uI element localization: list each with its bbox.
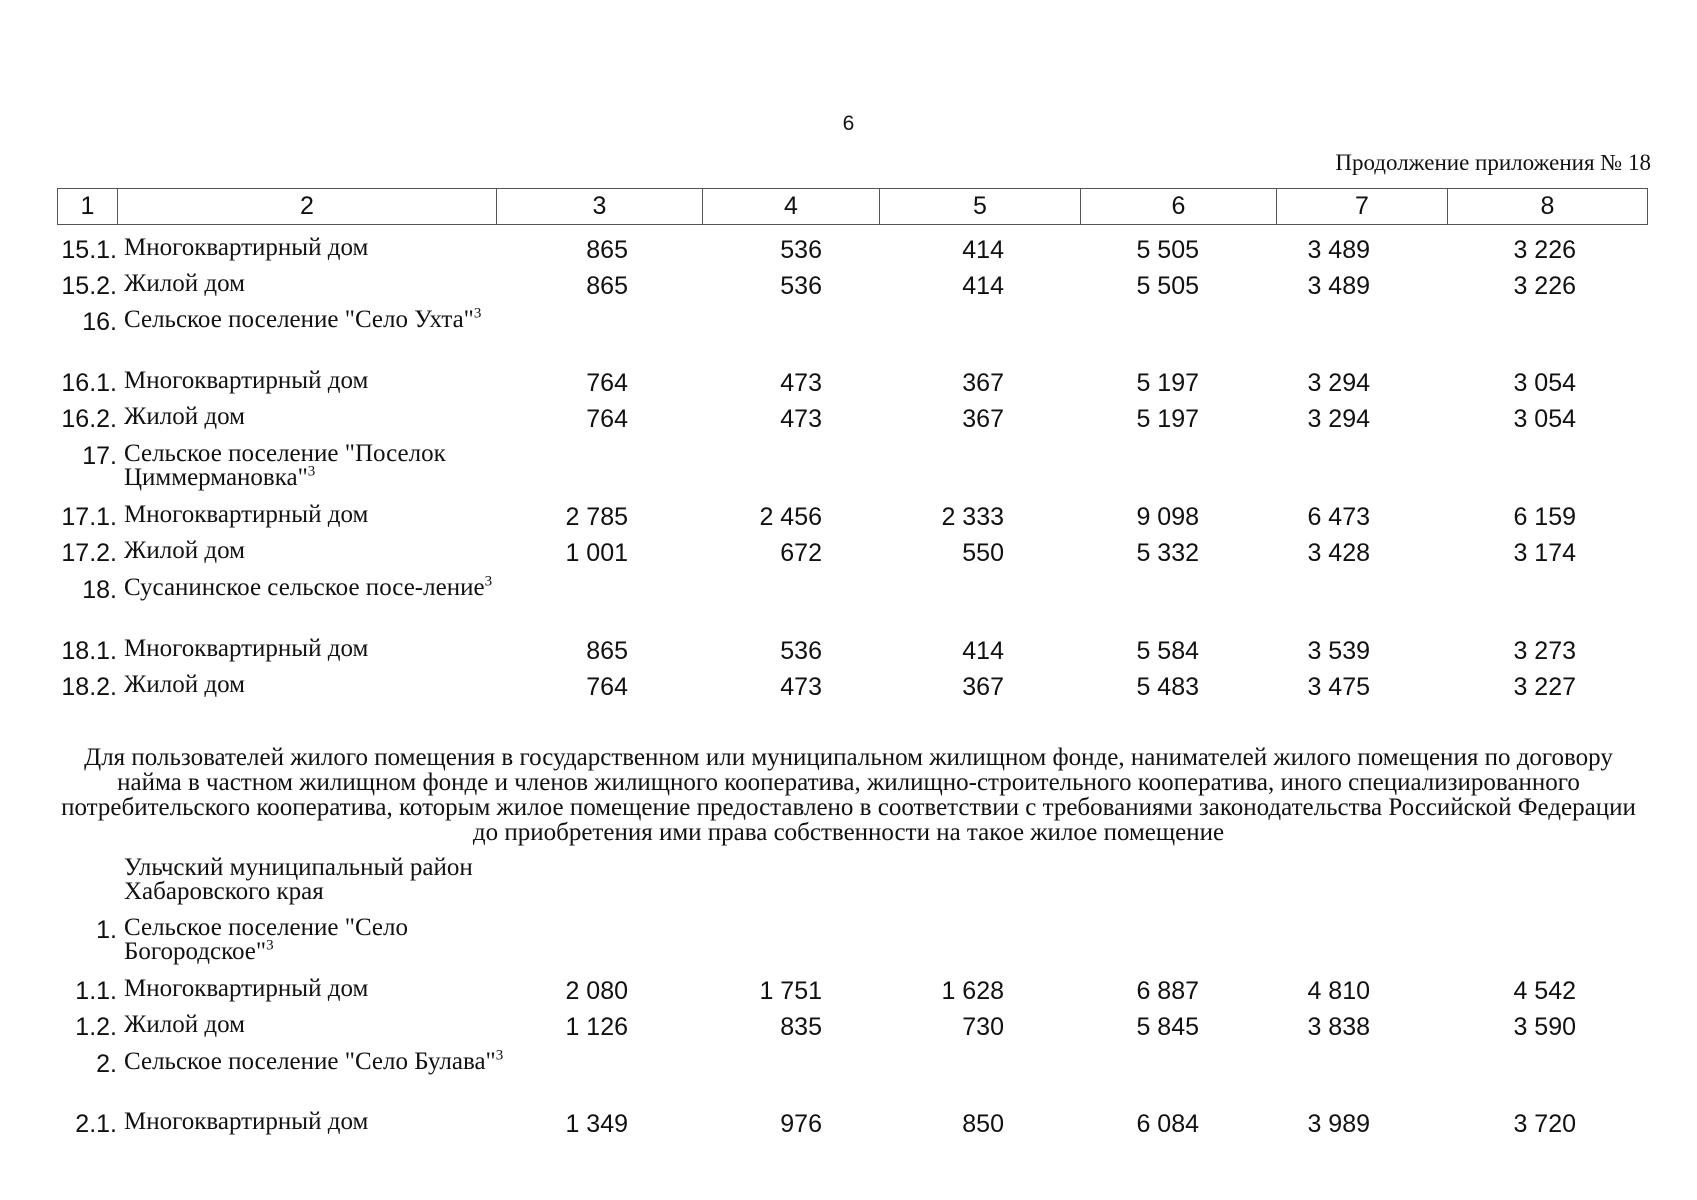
- cell-col-8: 3 590: [1513, 1013, 1576, 1041]
- header-col-5: 5: [880, 189, 1081, 225]
- cell-col-8: 3 226: [1513, 272, 1576, 300]
- row-name: [124, 305, 504, 333]
- cell-col-3: 2 080: [565, 977, 628, 1005]
- cell-col-3: 865: [586, 236, 628, 264]
- footnote-mark: 3: [484, 573, 493, 590]
- row-name-text: Многоквартирный дом: [124, 1108, 369, 1135]
- row-name: [124, 539, 504, 563]
- cell-col-6: 5 197: [1136, 405, 1199, 433]
- cell-col-5: 414: [962, 272, 1004, 300]
- row-number: 18.: [82, 576, 117, 604]
- cell-col-7: 6 473: [1307, 503, 1370, 531]
- cell-col-5: 2 333: [941, 503, 1004, 531]
- cell-col-6: 9 098: [1136, 503, 1199, 531]
- row-name-text: Жилой дом: [124, 270, 245, 297]
- cell-col-6: 5 505: [1136, 272, 1199, 300]
- header-col-6: 6: [1081, 189, 1277, 225]
- row-name-text: Сельское поселение "Село Булава": [124, 1048, 496, 1075]
- cell-col-4: 672: [780, 539, 822, 567]
- cell-col-4: 473: [780, 369, 822, 397]
- row-number: 1.1.: [75, 977, 117, 1005]
- cell-col-6: 6 084: [1136, 1110, 1199, 1138]
- row-number: 2.: [96, 1050, 117, 1078]
- header-col-1: 1: [58, 189, 118, 225]
- header-col-3: 3: [497, 189, 703, 225]
- footnote-mark: 3: [307, 463, 316, 480]
- cell-col-3: 2 785: [565, 503, 628, 531]
- row-number: 17.: [82, 442, 117, 470]
- header-col-2: 2: [118, 189, 497, 225]
- row-name: [124, 637, 504, 661]
- row-name: [124, 856, 504, 904]
- row-number: 15.1.: [61, 236, 117, 264]
- cell-col-4: 2 456: [759, 503, 822, 531]
- cell-col-6: 5 197: [1136, 369, 1199, 397]
- row-number: 16.: [82, 308, 117, 336]
- row-name: [124, 236, 504, 260]
- row-name-text: Сусанинское сельское посе-ление: [124, 574, 485, 601]
- cell-col-8: 3 226: [1513, 236, 1576, 264]
- cell-col-6: 6 887: [1136, 977, 1199, 1005]
- row-name: [124, 1013, 504, 1037]
- row-number: 15.2.: [61, 272, 117, 300]
- cell-col-5: 367: [962, 405, 1004, 433]
- cell-col-8: 3 273: [1513, 637, 1576, 665]
- section-note: Для пользователей жилого помещения в государственном или муниципальном жилищном фонде, нанимателей жилого помещения по договору найма в частном жилищном фонде и членов жилищного кооператива, жилищно-строительного кооператива, иного специализированного потребительского кооператива, которым жилое помещение предоставлено в соответствии с требованиями законодательства Российской Федерации до приобретения ими права собственности на такое жилое помещение: [61, 744, 1636, 846]
- cell-col-3: 764: [586, 673, 628, 701]
- row-number: 1.2.: [75, 1013, 117, 1041]
- row-name: [124, 977, 504, 1001]
- cell-col-6: 5 584: [1136, 637, 1199, 665]
- header-col-7: 7: [1277, 189, 1448, 225]
- cell-col-8: 3 227: [1513, 673, 1576, 701]
- row-name-text: Жилой дом: [124, 671, 245, 698]
- row-name: [124, 272, 504, 296]
- cell-col-3: 1 001: [565, 539, 628, 567]
- cell-col-3: 764: [586, 405, 628, 433]
- cell-col-7: 3 539: [1307, 637, 1370, 665]
- row-name: [124, 573, 504, 601]
- cell-col-7: 4 810: [1307, 977, 1370, 1005]
- cell-col-3: 1 349: [565, 1110, 628, 1138]
- cell-col-6: 5 332: [1136, 539, 1199, 567]
- row-name: [124, 503, 504, 527]
- cell-col-5: 730: [962, 1013, 1004, 1041]
- cell-col-3: 764: [586, 369, 628, 397]
- cell-col-4: 473: [780, 673, 822, 701]
- header-col-4: 4: [703, 189, 880, 225]
- row-name: [124, 916, 504, 964]
- cell-col-4: 835: [780, 1013, 822, 1041]
- footnote-mark: 3: [495, 1047, 504, 1064]
- row-number: 16.2.: [61, 405, 117, 433]
- cell-col-3: 1 126: [565, 1013, 628, 1041]
- table-header: [57, 188, 1648, 225]
- row-number: 17.1.: [61, 503, 117, 531]
- cell-col-7: 3 489: [1307, 236, 1370, 264]
- cell-col-4: 536: [780, 236, 822, 264]
- row-number: 18.2.: [61, 673, 117, 701]
- footnote-mark: 3: [266, 937, 274, 954]
- row-name: [124, 442, 504, 490]
- cell-col-7: 3 294: [1307, 405, 1370, 433]
- row-name-text: Ульчский муниципальный район Хабаровского края: [124, 854, 473, 905]
- row-name-text: Многоквартирный дом: [124, 367, 369, 394]
- row-name-text: Многоквартирный дом: [124, 975, 369, 1002]
- cell-col-4: 473: [780, 405, 822, 433]
- row-name-text: Жилой дом: [124, 403, 245, 430]
- row-number: 1.: [96, 916, 117, 944]
- appendix-label: Продолжение приложения № 18: [1335, 150, 1651, 175]
- row-name: [124, 673, 504, 697]
- cell-col-5: 550: [962, 539, 1004, 567]
- row-name-text: Жилой дом: [124, 1011, 245, 1038]
- cell-col-4: 976: [780, 1110, 822, 1138]
- row-name: [124, 1110, 504, 1134]
- row-name-text: Сельское поселение "Село Богородское": [124, 914, 409, 965]
- cell-col-3: 865: [586, 637, 628, 665]
- cell-col-8: 3 720: [1513, 1110, 1576, 1138]
- cell-col-4: 536: [780, 272, 822, 300]
- row-name-text: Многоквартирный дом: [124, 501, 369, 528]
- cell-col-5: 850: [962, 1110, 1004, 1138]
- cell-col-7: 3 428: [1307, 539, 1370, 567]
- cell-col-8: 3 054: [1513, 369, 1576, 397]
- row-name: [124, 405, 504, 429]
- cell-col-5: 414: [962, 637, 1004, 665]
- cell-col-5: 1 628: [941, 977, 1004, 1005]
- cell-col-7: 3 838: [1307, 1013, 1370, 1041]
- cell-col-8: 6 159: [1513, 503, 1576, 531]
- row-name-text: Сельское поселение "Село Ухта": [124, 306, 474, 333]
- cell-col-6: 5 845: [1136, 1013, 1199, 1041]
- row-number: 17.2.: [61, 539, 117, 567]
- row-number: 18.1.: [61, 637, 117, 665]
- row-name-text: Сельское поселение "Поселок Циммермановка": [124, 440, 446, 491]
- cell-col-3: 865: [586, 272, 628, 300]
- cell-col-8: 3 174: [1513, 539, 1576, 567]
- footnote-mark: 3: [473, 305, 482, 322]
- cell-col-6: 5 483: [1136, 673, 1199, 701]
- cell-col-4: 1 751: [759, 977, 822, 1005]
- cell-col-5: 414: [962, 236, 1004, 264]
- cell-col-7: 3 489: [1307, 272, 1370, 300]
- cell-col-7: 3 475: [1307, 673, 1370, 701]
- page-number: 6: [842, 112, 855, 135]
- cell-col-6: 5 505: [1136, 236, 1199, 264]
- cell-col-5: 367: [962, 673, 1004, 701]
- cell-col-4: 536: [780, 637, 822, 665]
- row-name: [124, 1047, 504, 1075]
- cell-col-7: 3 294: [1307, 369, 1370, 397]
- row-number: 16.1.: [61, 369, 117, 397]
- cell-col-7: 3 989: [1307, 1110, 1370, 1138]
- cell-col-8: 3 054: [1513, 405, 1576, 433]
- row-number: 2.1.: [75, 1110, 117, 1138]
- header-col-8: 8: [1448, 189, 1648, 225]
- cell-col-8: 4 542: [1513, 977, 1576, 1005]
- row-name-text: Многоквартирный дом: [124, 635, 369, 662]
- row-name: [124, 369, 504, 393]
- row-name-text: Жилой дом: [124, 537, 245, 564]
- cell-col-5: 367: [962, 369, 1004, 397]
- row-name-text: Многоквартирный дом: [124, 234, 369, 261]
